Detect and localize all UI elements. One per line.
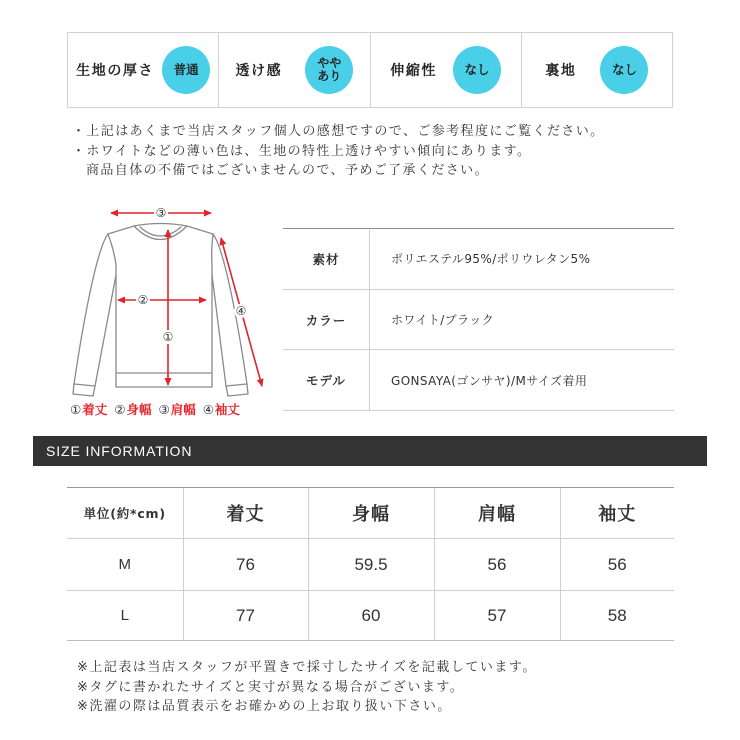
attr-lining xyxy=(521,33,673,107)
size-value: 59.5 xyxy=(308,539,434,591)
note-line: ※洗濯の際は品質表示をお確かめの上お取り扱い下さい。 xyxy=(77,699,452,714)
right-shoulder-line xyxy=(187,226,213,234)
note-line: ・上記はあくまで当店スタッフ個人の感想ですので、ご参考程度にご覧ください。 xyxy=(72,124,605,139)
spec-row-color xyxy=(283,290,674,351)
note-line: ※タグに書かれたサイズと実寸が異なる場合がございます。 xyxy=(77,679,465,695)
legend-item xyxy=(114,402,151,418)
attr-label-thickness: 生地の厚さ xyxy=(76,63,155,79)
note-line: ・ホワイトなどの薄い色は、生地の特性上透けやすい傾向にあります。 xyxy=(72,143,532,159)
attr-value-sheerness-line2: あり xyxy=(317,69,342,83)
spec-value: ポリエステル95%/ポリウレタン5% xyxy=(391,252,591,267)
attr-thickness xyxy=(67,33,218,107)
table-row xyxy=(67,591,674,641)
size-value: 77 xyxy=(183,591,308,641)
table-row xyxy=(67,539,674,591)
attr-value-stretch: なし xyxy=(464,62,490,78)
size-value: 76 xyxy=(183,539,308,591)
neck-rib xyxy=(140,227,181,236)
size-label: L xyxy=(67,591,183,641)
spec-value: GONSAYA(ゴンサヤ)/Mサイズ着用 xyxy=(391,373,588,388)
right-body-side xyxy=(212,234,213,387)
size-value: 57 xyxy=(434,591,560,641)
legend-label: 身幅 xyxy=(126,402,152,417)
attr-badge-sheerness xyxy=(305,46,353,94)
size-value: 58 xyxy=(560,591,674,641)
fabric-attributes xyxy=(67,32,673,108)
right-cuff-seam xyxy=(226,384,247,386)
sweater-outline xyxy=(73,224,248,397)
size-section-title: SIZE INFORMATION xyxy=(33,436,707,466)
diagram-legend xyxy=(70,402,240,418)
attr-badge-thickness xyxy=(162,46,210,94)
spec-table xyxy=(283,228,674,411)
spec-label: 素材 xyxy=(283,229,370,289)
attr-value-sheerness-line1: やや xyxy=(317,56,342,71)
attr-value-thickness: 普通 xyxy=(173,62,199,78)
note-line: 商品自体の不備ではございませんので、予めご了承ください。 xyxy=(86,163,489,178)
legend-num: ② xyxy=(114,402,126,417)
notes-top xyxy=(72,122,605,181)
attr-sheerness xyxy=(218,33,369,107)
size-value: 60 xyxy=(308,591,434,641)
legend-num: ④ xyxy=(202,402,214,417)
marker-length: ① xyxy=(162,330,174,344)
size-value: 56 xyxy=(434,539,560,591)
size-value: 56 xyxy=(560,539,674,591)
column-header: 着丈 xyxy=(183,488,308,539)
spec-label: モデル xyxy=(283,350,370,410)
legend-num: ③ xyxy=(158,402,170,417)
column-header: 袖丈 xyxy=(560,488,674,539)
legend-item xyxy=(158,402,195,418)
legend-item xyxy=(203,402,240,418)
marker-body-width: ② xyxy=(137,293,149,307)
legend-label: 着丈 xyxy=(82,402,108,417)
back-neckline xyxy=(134,224,187,227)
attr-badge-stretch xyxy=(453,46,501,94)
legend-label: 袖丈 xyxy=(214,402,240,417)
garment-diagram xyxy=(60,195,280,400)
attr-stretch xyxy=(370,33,521,107)
size-label: M xyxy=(67,539,183,591)
attr-label-sheerness: 透け感 xyxy=(235,63,283,79)
attr-label-stretch: 伸縮性 xyxy=(390,63,438,79)
notes-bottom xyxy=(77,658,537,717)
spec-row-material xyxy=(283,229,674,290)
attr-label-lining: 裏地 xyxy=(545,63,577,79)
legend-item xyxy=(70,402,107,418)
spec-label: カラー xyxy=(283,290,370,350)
column-header: 肩幅 xyxy=(434,488,560,539)
attr-badge-lining xyxy=(600,46,648,94)
marker-shoulder-width: ③ xyxy=(155,206,167,220)
column-header: 身幅 xyxy=(308,488,434,539)
left-shoulder-line xyxy=(108,226,134,234)
attr-value-lining: なし xyxy=(611,62,637,78)
marker-sleeve-length: ④ xyxy=(235,304,247,318)
legend-num: ① xyxy=(70,402,82,417)
size-table-header xyxy=(67,488,674,539)
size-table xyxy=(67,487,674,641)
spec-value: ホワイト/ブラック xyxy=(391,313,495,328)
measurement-arrows xyxy=(111,213,262,386)
left-sleeve xyxy=(73,234,116,396)
left-cuff-seam xyxy=(74,384,95,386)
note-line: ※上記表は当店スタッフが平置きで採寸したサイズを記載しています。 xyxy=(77,660,537,675)
spec-row-model xyxy=(283,350,674,411)
unit-label: 単位(約*cm) xyxy=(67,488,183,539)
legend-label: 肩幅 xyxy=(170,402,196,417)
